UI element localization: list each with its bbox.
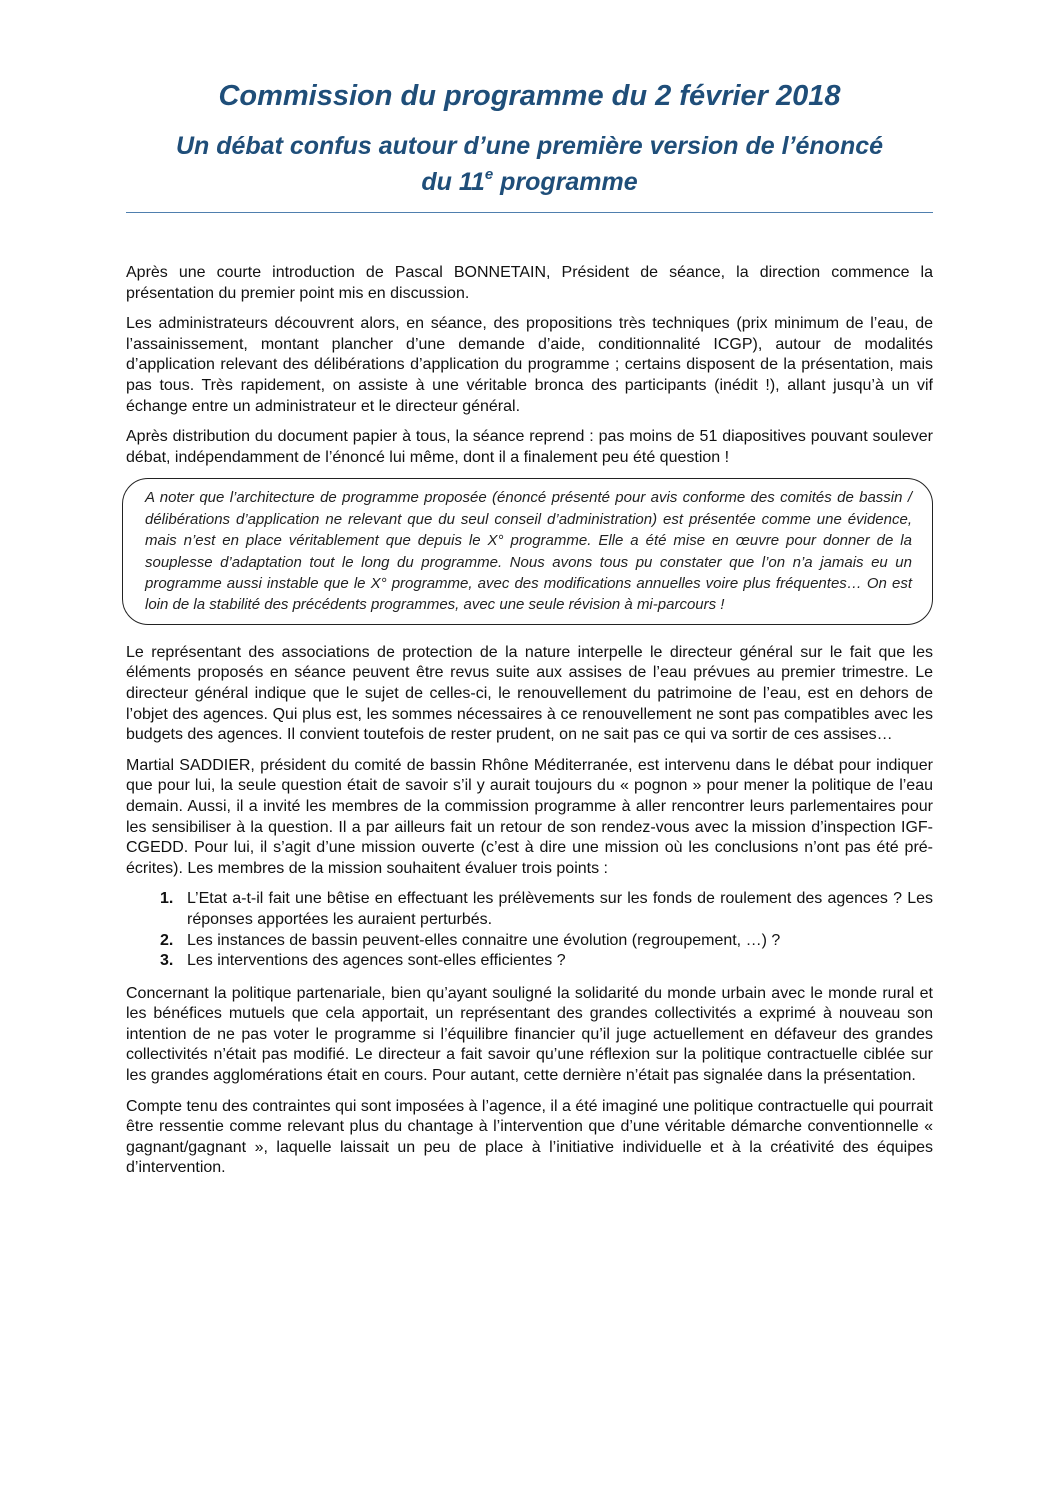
paragraph-politique-partenariale: Concernant la politique partenariale, bien qu’ayant souligné la solidarité du monde urbain avec le monde rural et les bénéfices mutuels que cela apportait, un représentant des grandes collectivités a exprimé à nouveau son intention de ne pas voter le programme si l’équilibre financier qu’il juge actuellement en défaveur des grandes collectivités n’était pas modifié. Le directeur a fait savoir qu’une réflexion sur la politique contractuelle ciblée sur les grandes agglomérations était en cours. Pour autant, cette dernière n’était pas signalée dans la présentation. bbox=[126, 984, 933, 1085]
document-body bbox=[126, 263, 933, 1179]
list-item-number: 1. bbox=[160, 890, 174, 908]
list-item-text: L’Etat a-t-il fait une bêtise en effectuant les prélèvements sur les fonds de roulement des agences ? Les réponses apportées les auraient perturbés. bbox=[187, 890, 933, 928]
subtitle-line-2-suffix: programme bbox=[493, 168, 638, 196]
paragraph-associations: Le représentant des associations de protection de la nature interpelle le directeur général sur le fait que les éléments proposés en séance peuvent être revus suite aux assises de l’eau prévues au premier trimestre. Le directeur général indique que le sujet de celles-ci, le renouvellement du patrimoine de l’eau, est en dehors de l’objet des agences. Qui plus est, les sommes nécessaires à ce renouvellement ne sont pas compatibles avec les budgets des agences. Il convient toutefois de rester prudent, on ne sait pas ce qui va sortir de ces assises… bbox=[126, 643, 933, 744]
subtitle-line-2-prefix: du 11 bbox=[421, 168, 485, 196]
numbered-list bbox=[126, 889, 933, 971]
note-text: A noter que l’architecture de programme proposée (énoncé présenté pour avis conforme des comités de bassin / délibérations d’application ne relevant que du seul conseil d’administration) est présentée comme une évidence, mais n’est en place véritablement que depuis le X° programme. Elle a été mise en œuvre pour donner de la souplesse d’adaptation tout le long du programme. Nous avons tous pu constater que l’on n’a jamais eu un programme aussi instable que le X° programme, avec des modifications annuelles voire plus fréquentes… On est loin de la stabilité des précédents programmes, avec une seule révision à mi-parcours ! bbox=[145, 489, 912, 614]
list-item bbox=[126, 951, 933, 972]
list-item-number: 2. bbox=[160, 931, 174, 949]
note-box bbox=[122, 478, 933, 624]
paragraph-distribution: Après distribution du document papier à tous, la séance reprend : pas moins de 51 diapositives pouvant soulever débat, indépendamment de l’énoncé lui même, dont il a finalement peu été question ! bbox=[126, 428, 933, 466]
subtitle-line-1: Un débat confus autour d’une première version de l’énoncé bbox=[175, 132, 884, 160]
document-subtitle bbox=[126, 128, 933, 200]
document-title: Commission du programme du 2 février 2018 bbox=[218, 80, 841, 112]
paragraph-politique-contractuelle: Compte tenu des contraintes qui sont imposées à l’agence, il a été imaginé une politique contractuelle qui pourrait être ressentie comme relevant plus du chantage à l’intervention que d’une véritable démarche conventionnelle « gagnant/gagnant », laquelle laissait un peu de place à l’initiative individuelle et à la créativité des équipes d’intervention. bbox=[126, 1097, 933, 1177]
title-divider bbox=[126, 212, 933, 213]
subtitle-superscript: e bbox=[484, 166, 494, 183]
list-item-text: Les instances de bassin peuvent-elles connaitre une évolution (regroupement, …) ? bbox=[187, 931, 781, 949]
paragraph-saddier: Martial SADDIER, président du comité de bassin Rhône Méditerranée, est intervenu dans le débat pour indiquer que pour lui, la seule question était de savoir s’il y aurait toujours du « pognon » pour mener la politique de l’eau demain. Aussi, il a invité les membres de la commission programme à aller rencontrer leurs parlementaires pour les sensibiliser à la question. Il a par ailleurs fait un retour de son rendez-vous avec la mission d’inspection IGF-CGEDD. Pour lui, il s’agit d’une mission ouverte (c’est à dire une mission où les conclusions n’ont pas été pré-écrites). Les membres de la mission souhaitent évaluer trois points : bbox=[126, 756, 933, 877]
list-item-number: 3. bbox=[160, 952, 174, 970]
list-item-text: Les interventions des agences sont-elles efficientes ? bbox=[187, 952, 566, 970]
list-item bbox=[126, 889, 933, 930]
list-item bbox=[126, 931, 933, 952]
paragraph-introduction: Après une courte introduction de Pascal BONNETAIN, Président de séance, la direction commence la présentation du premier point mis en discussion. bbox=[126, 264, 933, 302]
paragraph-administrateurs: Les administrateurs découvrent alors, en séance, des propositions très techniques (prix minimum de l’eau, de l’assainissement, montant plancher d’une demande d’aide, conditionnalité ICGP), autour de modalités d’application relevant des délibérations d’application du programme ; certains disposent de la présentation, mais pas tous. Très rapidement, on assiste à une véritable bronca des participants (inédit !), allant jusqu’à un vif échange entre un administrateur et le directeur général. bbox=[126, 315, 933, 415]
